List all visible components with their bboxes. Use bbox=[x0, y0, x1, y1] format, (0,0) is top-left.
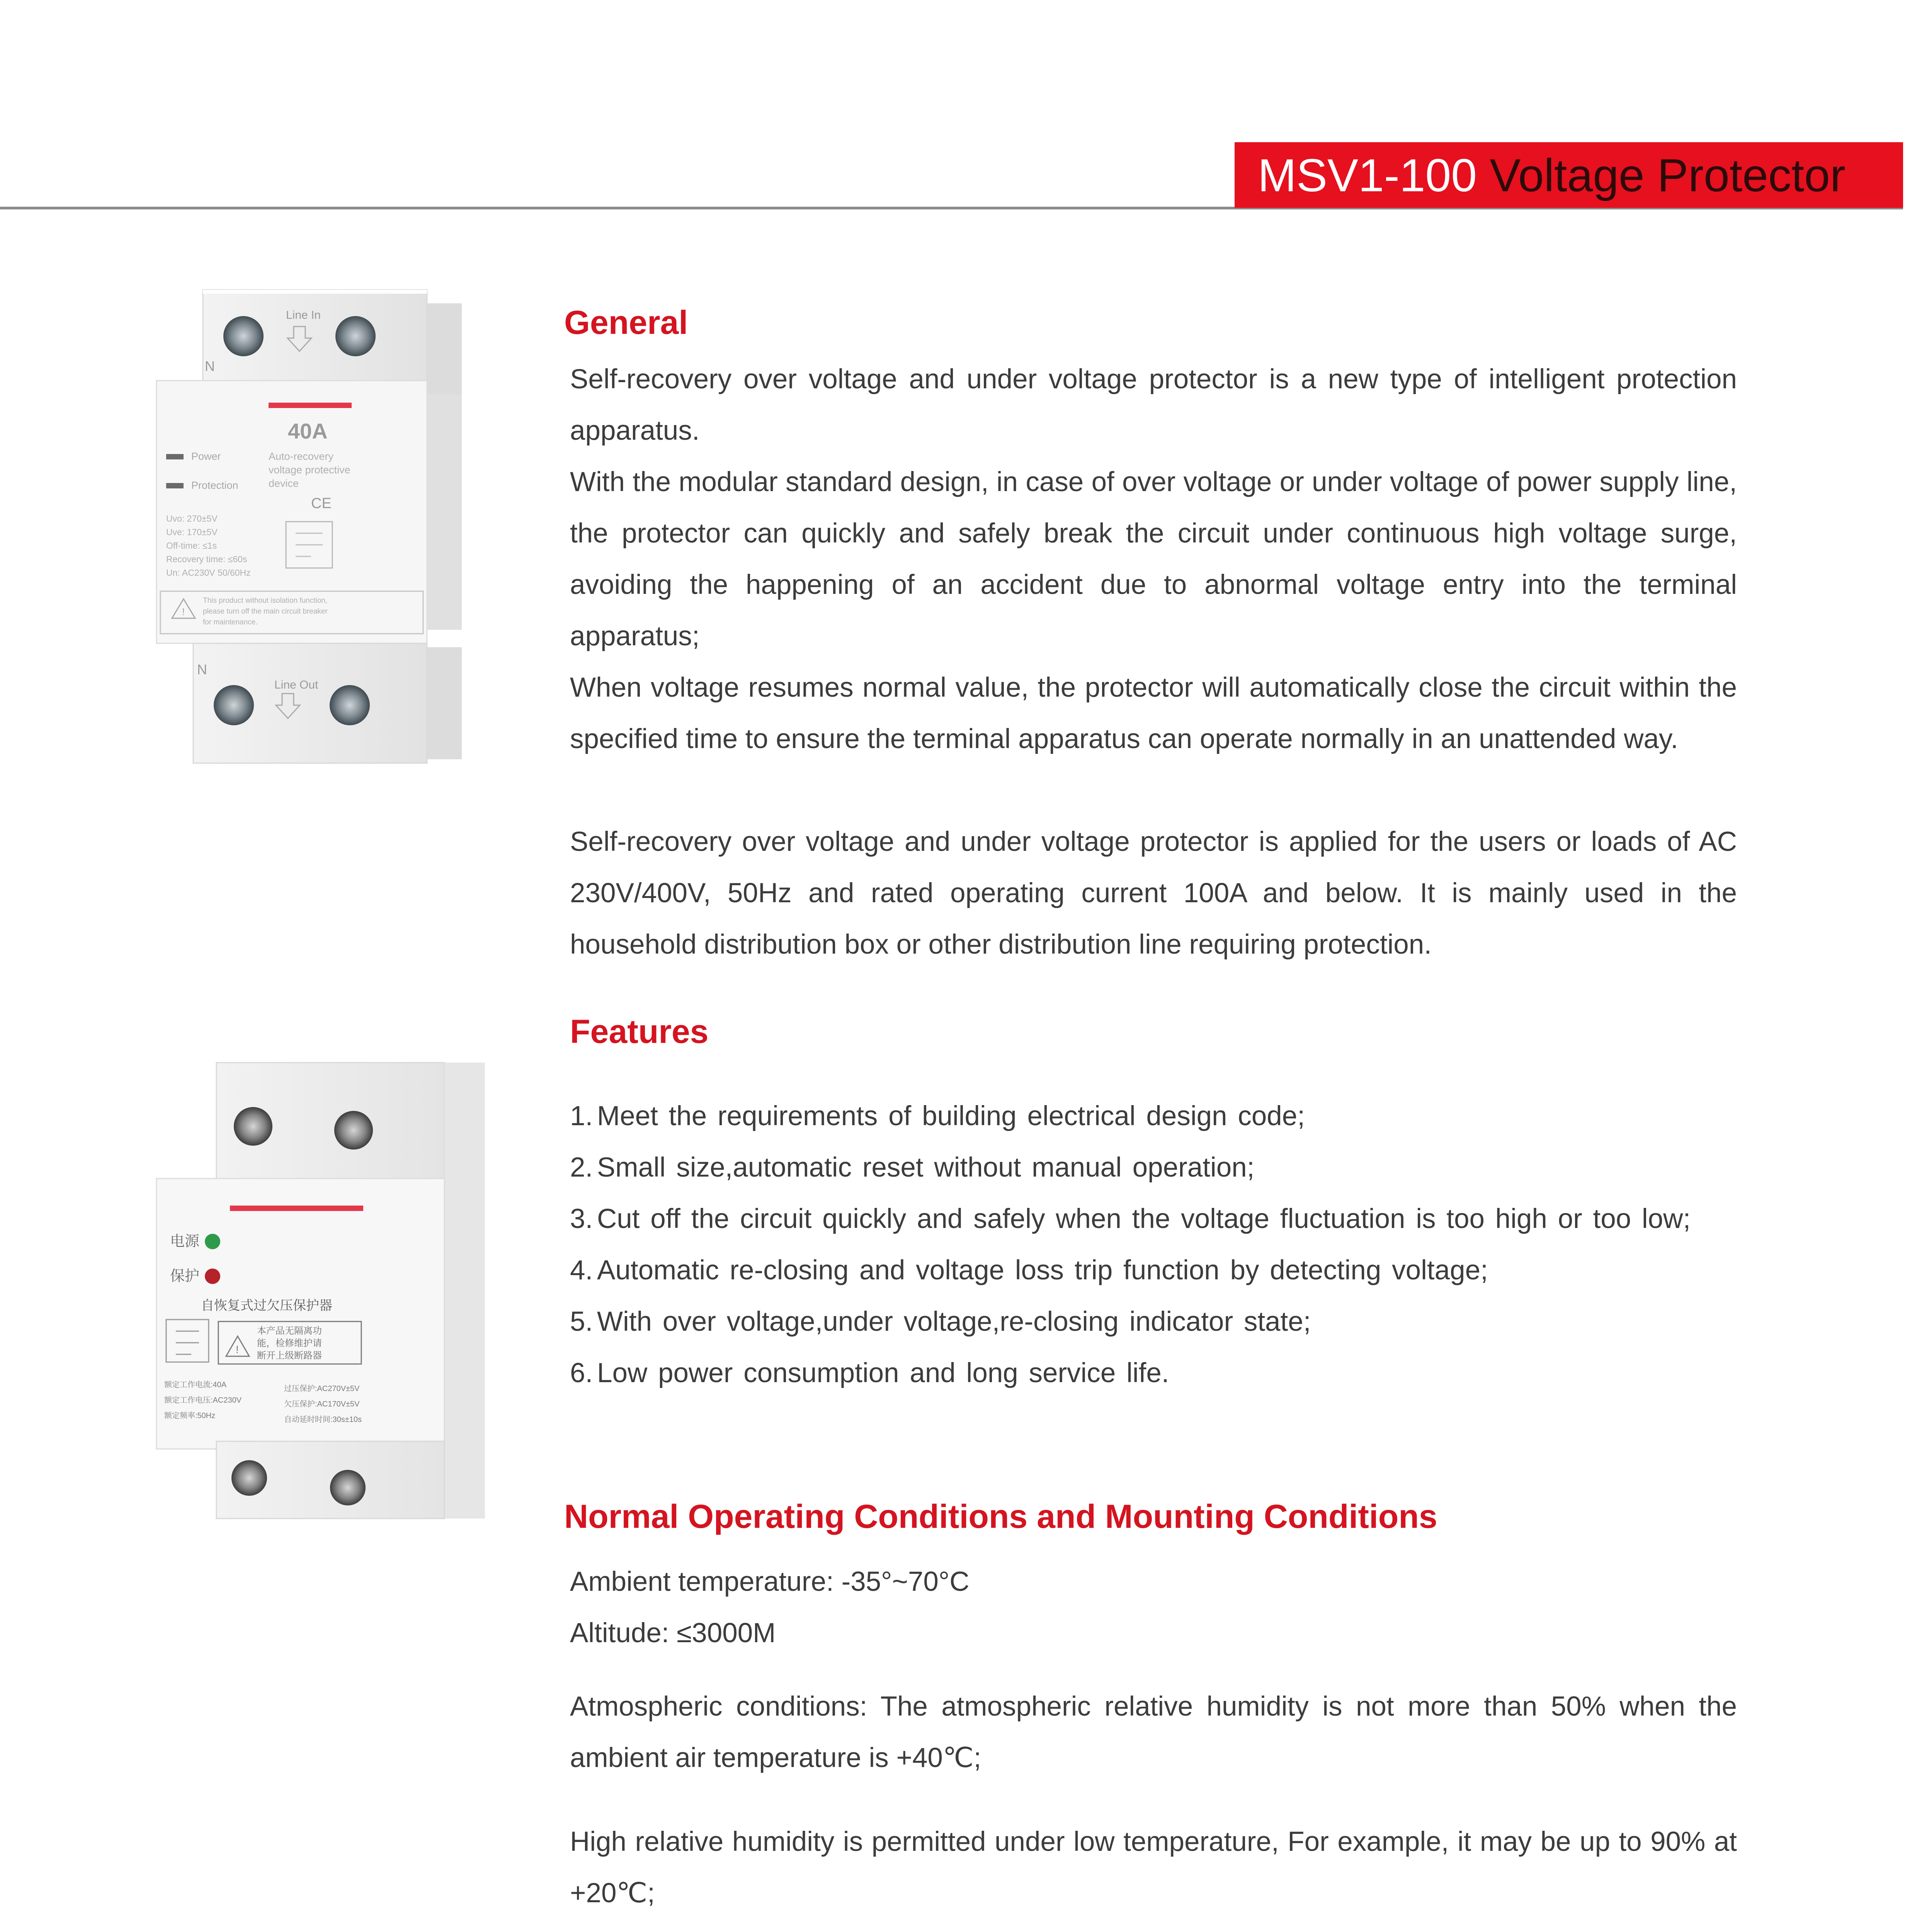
warning-cn-2: 能，检修维护请 bbox=[257, 1338, 322, 1349]
atmospheric-conditions: Atmospheric conditions: The atmospheric relative humidity is not more than 50% when the ambient air temperature is +40℃; bbox=[570, 1691, 1737, 1773]
feature-number: 2. bbox=[570, 1152, 593, 1183]
general-paragraph-4: Self-recovery over voltage and under voltage protector is applied for the users or loads of AC 230V/400V, 50Hz and rated operating current 100A and below. It is mainly used in the household distribution box or other distribution line requiring protection. bbox=[570, 827, 1737, 960]
spec-right-3: 自动延时时间:30s±10s bbox=[284, 1415, 362, 1424]
features-list bbox=[570, 1090, 1737, 1399]
page-title bbox=[1258, 145, 1846, 206]
svg-text:!: ! bbox=[182, 606, 185, 617]
rating-label: 40A bbox=[288, 419, 328, 443]
conditions-heading: Normal Operating Conditions and Mounting Conditions bbox=[564, 1498, 1437, 1535]
spec-line-5: Un: AC230V 50/60Hz bbox=[166, 568, 251, 578]
ambient-temperature: Ambient temperature: -35°~70°C bbox=[570, 1566, 970, 1597]
line-out-label: Line Out bbox=[274, 679, 318, 691]
power-label-cn: 电源 bbox=[170, 1233, 200, 1250]
general-heading: General bbox=[564, 304, 688, 341]
spec-left-3: 额定频率:50Hz bbox=[164, 1412, 216, 1420]
general-paragraph-1: Self-recovery over voltage and under voltage protector is a new type of intelligent protection apparatus. bbox=[570, 364, 1737, 446]
feature-number: 3. bbox=[570, 1204, 593, 1234]
feature-text: Meet the requirements of building electrical design code; bbox=[597, 1101, 1305, 1131]
feature-number: 4. bbox=[570, 1255, 593, 1286]
n-bottom-label: N bbox=[197, 662, 207, 677]
warning-cn-3: 断开上级断路器 bbox=[257, 1350, 322, 1361]
spec-line-2: Uve: 170±5V bbox=[166, 527, 218, 537]
warning-line-3: for maintenance. bbox=[203, 618, 258, 626]
relative-humidity: High relative humidity is permitted under low temperature, For example, it may be up to 90% at +20℃; bbox=[570, 1827, 1737, 1908]
warning-cn-1: 本产品无隔离功 bbox=[257, 1326, 322, 1336]
warning-line-2: please turn off the main circuit breaker bbox=[203, 607, 328, 616]
desc-line-1: Auto-recovery bbox=[269, 451, 334, 462]
feature-item bbox=[570, 1245, 1737, 1296]
general-paragraph-3: When voltage resumes normal value, the protector will automatically close the circuit within the specified time to ensure the terminal apparatus can operate normally in an unattended way. bbox=[570, 672, 1737, 754]
warning-line-1: This product without isolation function, bbox=[203, 597, 328, 605]
title-model: MSV1-100 bbox=[1258, 150, 1477, 201]
desc-line-3: device bbox=[269, 478, 299, 489]
spec-left-2: 额定工作电压:AC230V bbox=[164, 1396, 242, 1405]
device-title-cn: 自恢复式过欠压保护器 bbox=[201, 1298, 332, 1313]
feature-item bbox=[570, 1090, 1737, 1142]
line-in-label: Line In bbox=[286, 309, 321, 321]
spec-right-1: 过压保护:AC270V±5V bbox=[284, 1384, 360, 1393]
feature-item bbox=[570, 1193, 1737, 1245]
spec-line-1: Uvo: 270±5V bbox=[166, 514, 218, 524]
feature-text: Small size,automatic reset without manual operation; bbox=[597, 1152, 1255, 1183]
altitude: Altitude: ≤3000M bbox=[570, 1618, 776, 1648]
spec-line-3: Off-time: ≤1s bbox=[166, 541, 217, 551]
desc-line-2: voltage protective bbox=[269, 464, 350, 476]
spec-right-2: 欠压保护:AC170V±5V bbox=[284, 1400, 360, 1408]
protection-label: Protection bbox=[191, 480, 238, 491]
spec-line-4: Recovery time: ≤60s bbox=[166, 554, 247, 564]
product-image-english bbox=[153, 282, 493, 773]
spec-left-1: 额定工作电流:40A bbox=[164, 1381, 227, 1389]
feature-number: 6. bbox=[570, 1358, 593, 1388]
title-product-name: Voltage Protector bbox=[1490, 150, 1846, 201]
power-label: Power bbox=[191, 451, 221, 462]
feature-number: 1. bbox=[570, 1101, 593, 1131]
feature-item bbox=[570, 1347, 1737, 1399]
n-top-label: N bbox=[205, 358, 215, 374]
feature-text: Low power consumption and long service life. bbox=[597, 1358, 1169, 1388]
product-image-chinese bbox=[153, 1055, 500, 1542]
feature-text: Cut off the circuit quickly and safely when the voltage fluctuation is too high or too low; bbox=[597, 1204, 1691, 1234]
feature-number: 5. bbox=[570, 1306, 593, 1337]
ce-mark: CE bbox=[311, 495, 332, 512]
general-paragraph-2: With the modular standard design, in case of over voltage or under voltage of power supply line, the protector can quickly and safely break the circuit under continuous high voltage surge, avoiding the happening of an accident due to abnormal voltage entry into the terminal apparatus; bbox=[570, 467, 1737, 651]
feature-text: Automatic re-closing and voltage loss trip function by detecting voltage; bbox=[597, 1255, 1488, 1286]
svg-text:!: ! bbox=[236, 1344, 239, 1355]
feature-text: With over voltage,under voltage,re-closing indicator state; bbox=[597, 1306, 1311, 1337]
protection-label-cn: 保护 bbox=[170, 1268, 200, 1284]
feature-item bbox=[570, 1296, 1737, 1347]
feature-item bbox=[570, 1142, 1737, 1193]
features-heading: Features bbox=[570, 1013, 709, 1050]
